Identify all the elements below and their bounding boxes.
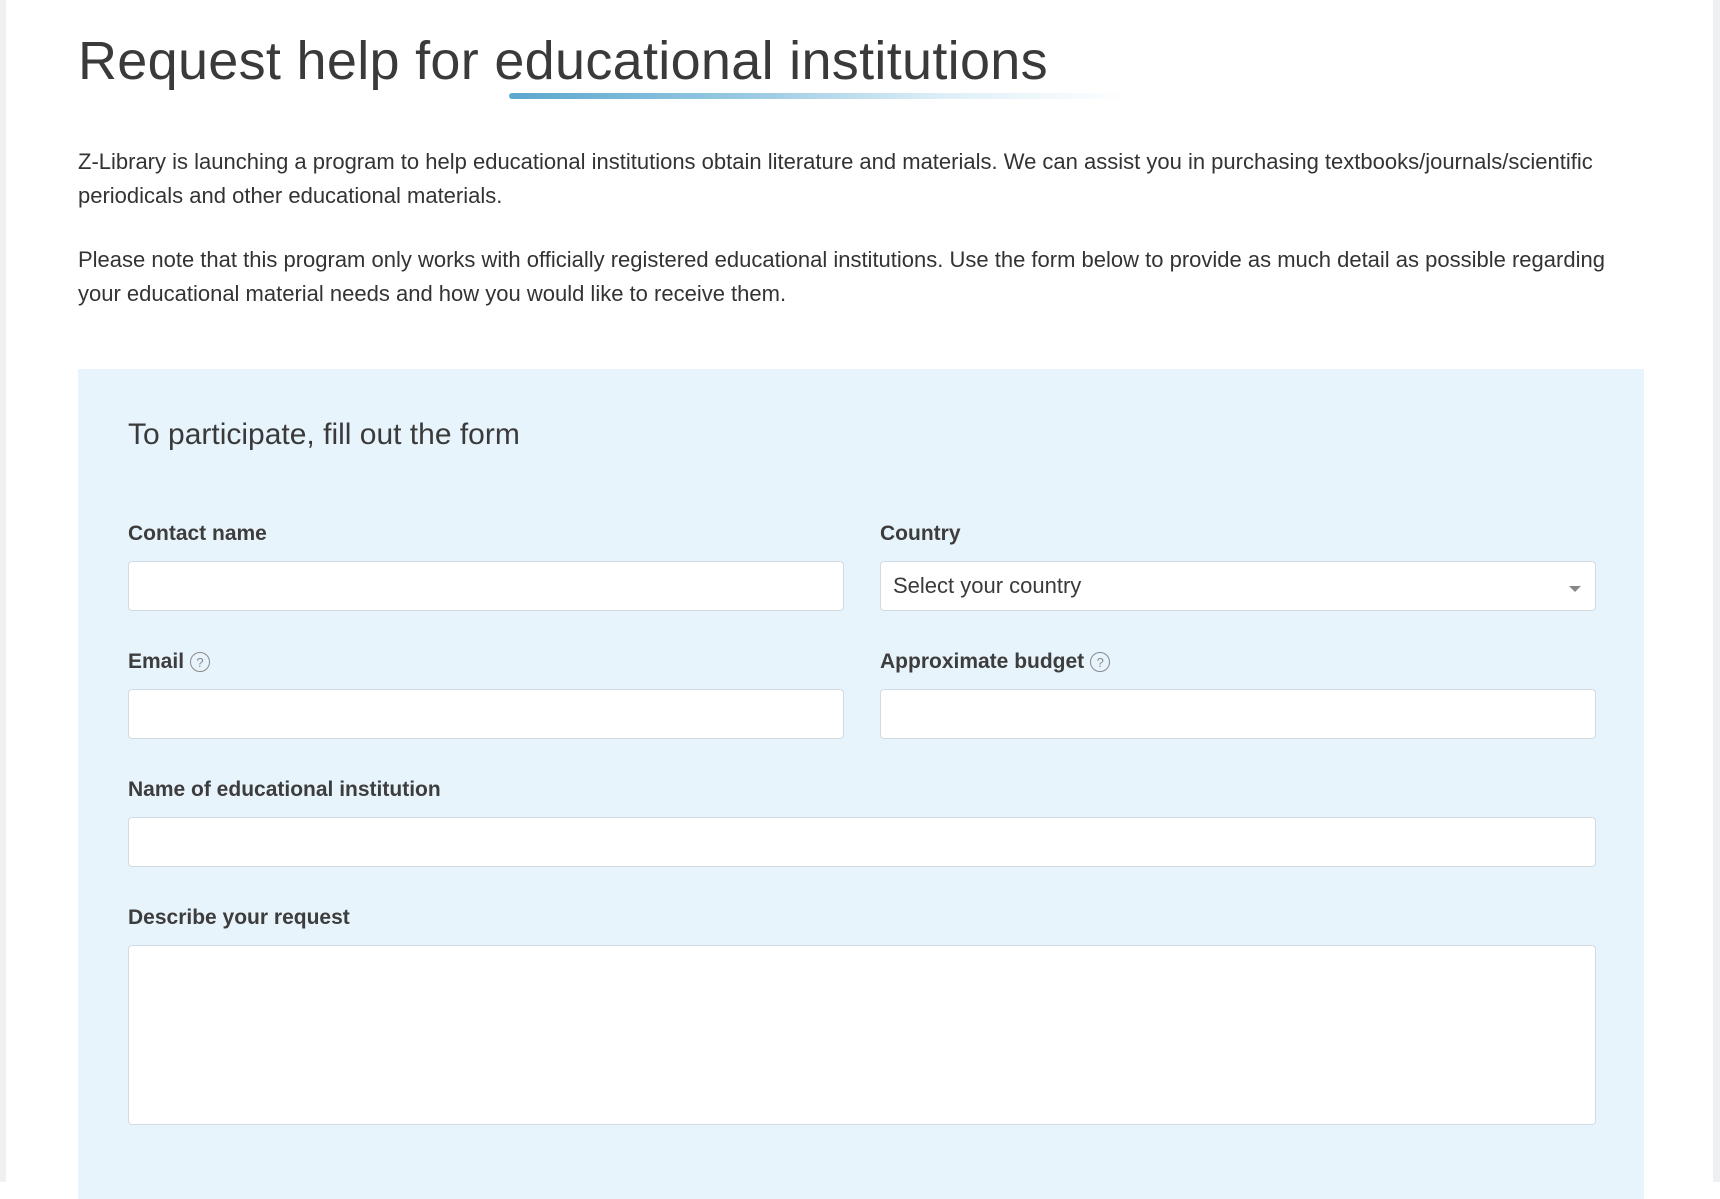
request-textarea[interactable] bbox=[128, 945, 1596, 1125]
institution-label-text: Name of educational institution bbox=[128, 778, 441, 801]
form-heading: To participate, fill out the form bbox=[128, 418, 520, 451]
chevron-down-icon bbox=[1569, 586, 1581, 592]
email-input[interactable] bbox=[128, 689, 844, 739]
intro-paragraph-1: Z-Library is launching a program to help educational institutions obtain literature and materials. We can assist you in purchasing textbooks/journals/scientific periodicals and other educational materials. bbox=[78, 149, 1593, 208]
page-left-edge bbox=[0, 0, 6, 1182]
page-right-edge bbox=[1713, 0, 1720, 1182]
contact-name-label-text: Contact name bbox=[128, 522, 267, 545]
institution-input[interactable] bbox=[128, 817, 1596, 867]
request-label-text: Describe your request bbox=[128, 906, 350, 929]
contact-name-label bbox=[128, 522, 267, 546]
country-select-value: Select your country bbox=[893, 573, 1082, 598]
title-accent-underline bbox=[509, 93, 1129, 99]
budget-label-text: Approximate budget bbox=[880, 650, 1085, 673]
budget-input[interactable] bbox=[880, 689, 1596, 739]
contact-name-input[interactable] bbox=[128, 561, 844, 611]
intro-paragraph-2: Please note that this program only works with officially registered educational institutions. Use the form below to provide as much detail as possible regarding your educational material needs and how you would like to receive them. bbox=[78, 247, 1605, 306]
budget-label bbox=[880, 650, 1110, 674]
email-help-icon[interactable]: ? bbox=[190, 652, 210, 672]
budget-help-icon[interactable]: ? bbox=[1090, 652, 1110, 672]
country-select[interactable] bbox=[880, 561, 1596, 611]
institution-label bbox=[128, 778, 441, 802]
request-label bbox=[128, 906, 350, 930]
page-title: Request help for educational institutions bbox=[78, 31, 1048, 91]
email-label-text: Email bbox=[128, 650, 185, 673]
country-label bbox=[880, 522, 961, 546]
email-label bbox=[128, 650, 210, 674]
country-label-text: Country bbox=[880, 522, 961, 545]
